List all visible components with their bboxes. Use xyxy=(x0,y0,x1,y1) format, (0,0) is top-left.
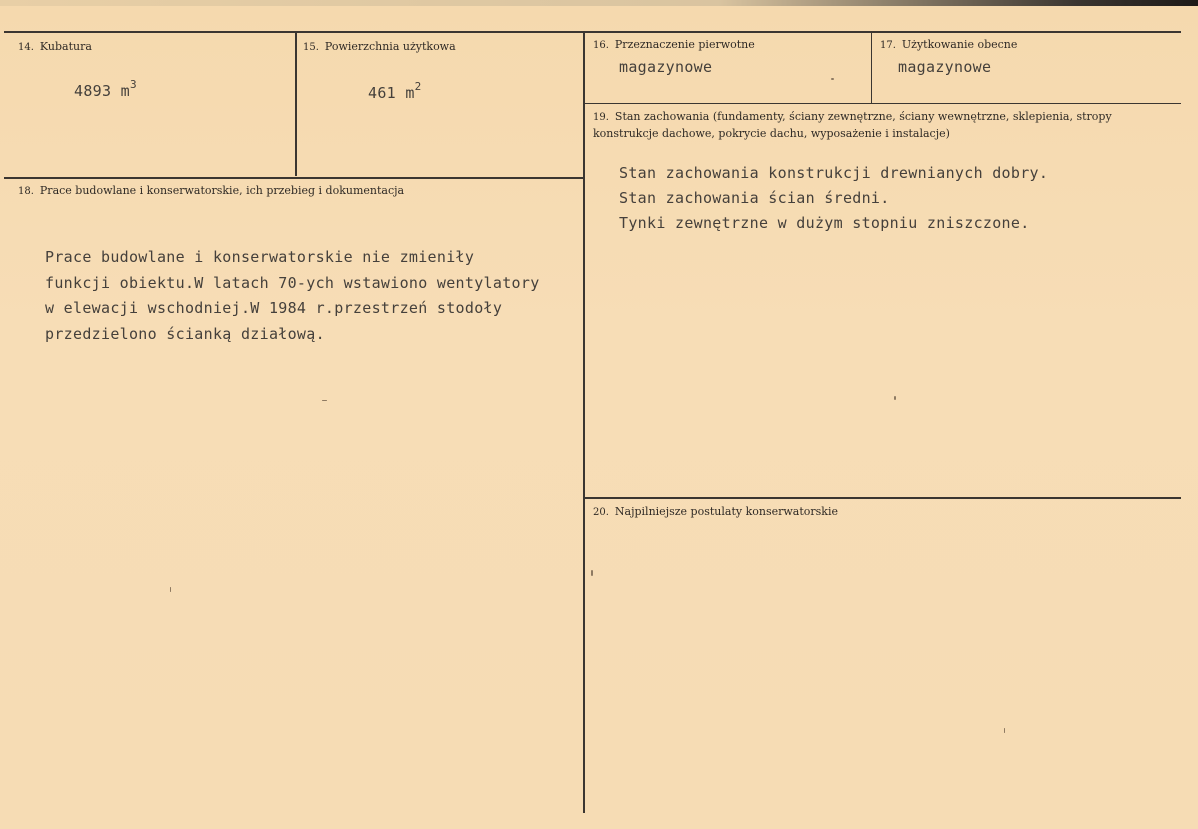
field-18-line: w elewacji wschodniej.W 1984 r.przestrzeń stodoły xyxy=(45,299,503,317)
field-19-line: Stan zachowania konstrukcji drewnianych dobry. xyxy=(619,164,1049,182)
field-16-label xyxy=(593,38,755,51)
field-19-number: 19. xyxy=(593,112,609,123)
field-18-text xyxy=(45,245,540,347)
field-19-text xyxy=(619,161,1048,236)
divider-14-15 xyxy=(295,33,297,176)
divider-16-17 xyxy=(871,33,872,103)
field-17-number: 17. xyxy=(880,40,896,51)
field-20-title: Najpilniejsze postulaty konserwatorskie xyxy=(614,505,838,518)
rule-14-15-bottom xyxy=(4,177,584,179)
field-18-line: funkcji obiektu.W latach 70-ych wstawiono wentylatory xyxy=(45,273,540,292)
powierzchnia-value: 461 m xyxy=(368,84,415,102)
field-17-value: magazynowe xyxy=(898,58,992,76)
field-15-label xyxy=(303,40,456,53)
paper-speck xyxy=(894,396,896,400)
field-18-title: Prace budowlane i konserwatorskie, ich przebieg i dokumentacja xyxy=(39,184,405,197)
field-15-value xyxy=(368,82,422,102)
field-16-value: magazynowe xyxy=(619,58,713,76)
card-top-edge xyxy=(0,0,1198,6)
paper-speck xyxy=(1004,728,1005,733)
kubatura-unit-exponent: 3 xyxy=(130,78,137,91)
field-17-title: Użytkowanie obecne xyxy=(901,38,1018,51)
main-vertical-divider xyxy=(583,33,585,813)
field-15-title: Powierzchnia użytkowa xyxy=(324,40,456,53)
field-14-label xyxy=(18,40,92,53)
rule-16-17-bottom xyxy=(585,103,1181,104)
field-20-label xyxy=(593,505,838,518)
field-18-number: 18. xyxy=(18,186,34,197)
field-14-number: 14. xyxy=(18,42,34,53)
field-16-title: Przeznaczenie pierwotne xyxy=(614,38,755,51)
field-19-label xyxy=(593,109,1168,142)
field-20-number: 20. xyxy=(593,507,609,518)
paper-speck xyxy=(831,78,834,80)
paper-speck xyxy=(591,570,593,576)
powierzchnia-unit-exponent: 2 xyxy=(414,80,422,93)
paper-speck xyxy=(170,587,171,592)
rule-19-bottom xyxy=(585,497,1181,499)
field-14-value xyxy=(74,80,137,100)
field-18-line: przedzielono ścianką działową. xyxy=(45,324,325,343)
field-18-line: Prace budowlane i konserwatorskie nie zmieniły xyxy=(45,248,475,266)
field-19-title: Stan zachowania (fundamenty, ściany zewnętrzne, ściany wewnętrzne, sklepienia, stropy konstrukcje dachowe, pokrycie dachu, wyposażenie i instalacje) xyxy=(593,110,1112,140)
field-14-title: Kubatura xyxy=(39,40,92,53)
field-15-number: 15. xyxy=(303,42,319,53)
field-19-line: Tynki zewnętrzne w dużym stopniu zniszczone. xyxy=(619,214,1030,232)
kubatura-value: 4893 m xyxy=(74,82,130,100)
field-17-label xyxy=(880,38,1017,51)
top-rule xyxy=(4,31,1181,33)
field-18-label xyxy=(18,184,404,197)
paper-speck xyxy=(322,400,327,401)
field-16-number: 16. xyxy=(593,40,609,51)
field-19-line: Stan zachowania ścian średni. xyxy=(619,189,890,207)
